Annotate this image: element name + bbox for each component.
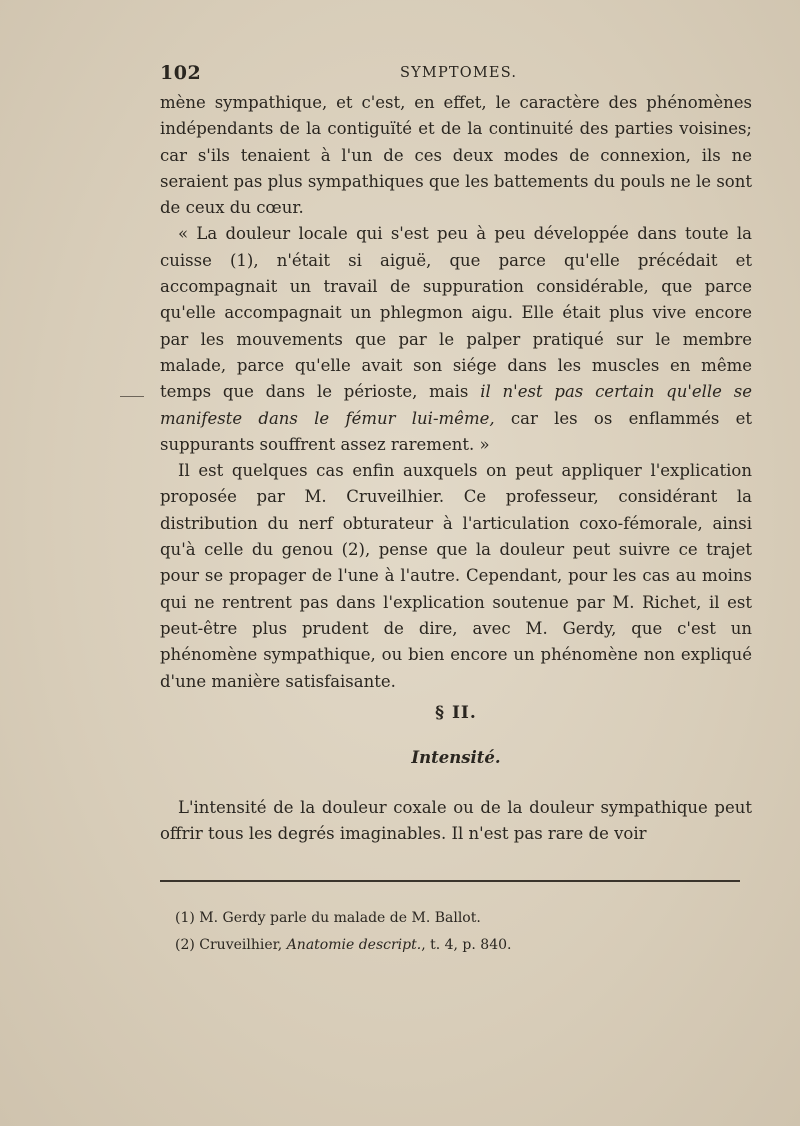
paragraph-continuation: mène sympathique, et c'est, en effet, le caractère des phénomènes indépendants de la contiguïté et de la continuité des parties voisines; car s'ils tenaient à l'un de ces deux modes de connexion, ils ne seraient pas plus sympathiques que les battements du pouls ne le sont de ceux du cœur. (160, 93, 752, 218)
paragraph-quotation (160, 221, 752, 458)
footnote-2-suffix: , t. 4, p. 840. (421, 937, 512, 953)
margin-pencil-mark (120, 396, 144, 397)
main-text (160, 90, 752, 695)
footnote-2 (175, 932, 735, 959)
footnotes (175, 905, 735, 959)
footnote-1: (1) M. Gerdy parle du malade de M. Ballot. (175, 910, 481, 926)
section-subtitle: Intensité. (411, 748, 501, 767)
footnote-rule (160, 880, 740, 882)
paragraph-intensite: L'intensité de la douleur coxale ou de la douleur sympathique peut offrir tous les degrés imaginables. Il n'est pas rare de voir (160, 798, 752, 844)
running-head: SYMPTOMES. (400, 65, 518, 81)
page-number: 102 (160, 62, 202, 84)
quotation-italic-text: il n'est pas certain qu'elle se manifeste dans le fémur lui-même, (160, 382, 752, 428)
quotation-text-start: « La douleur locale qui s'est peu à peu développée dans toute la cuisse (1), n'était si aiguë, que parce qu'elle précédait et accompagnait un travail de suppuration considérable, que parce qu'elle accompagnait un phlegmon aigu. Elle était plus vive encore par les mouvements que par le palper pratiqué sur le membre malade, parce qu'elle avait son siége dans les muscles en même temps que dans le périoste, mais (160, 224, 752, 402)
footnote-2-title: Anatomie descript. (286, 937, 422, 953)
footnote-2-prefix: (2) Cruveilhier, (175, 937, 287, 953)
quotation-text-end: car les os enflammés et suppurants souffrent assez rarement. » (160, 408, 752, 454)
paragraph-cruveilhier: Il est quelques cas enfin auxquels on peut appliquer l'explication proposée par M. Cruveilhier. Ce professeur, considérant la distribution du nerf obturateur à l'articulation coxo-fémorale, ainsi qu'à celle du genou (2), pense que la douleur peut suivre ce trajet pour se propager de l'une à l'autre. Cependant, pour les cas au moins qui ne rentrent pas dans l'explication soutenue par M. Richet, il est peut-être plus prudent de dire, avec M. Gerdy, que c'est un phénomène sympathique, ou bien encore un phénomène non expliqué d'une manière satisfaisante. (160, 461, 752, 691)
page-header (160, 62, 752, 88)
section-heading: § II. (435, 703, 477, 723)
